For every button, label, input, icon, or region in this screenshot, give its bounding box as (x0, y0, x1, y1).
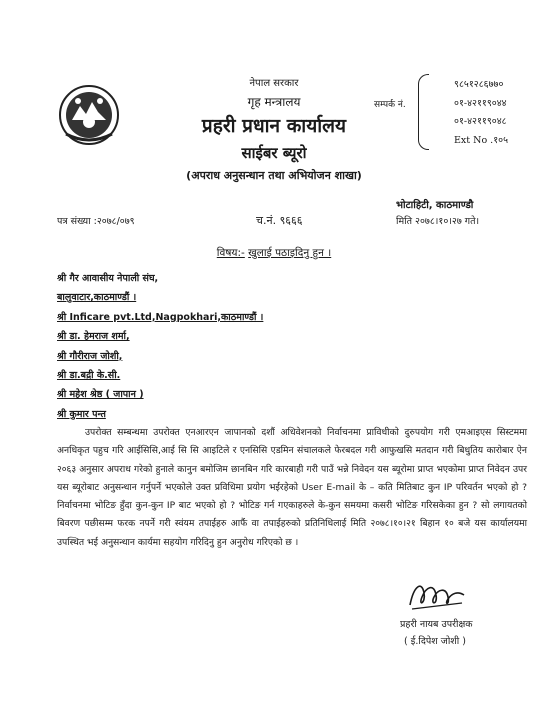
contact-label: सम्पर्क नं. (374, 100, 406, 110)
contact-number: ०१-४२११९०४८ (454, 116, 507, 127)
ministry-name: गृह मन्त्रालय (247, 95, 301, 109)
contact-extension: Ext No .१०५ (454, 134, 509, 146)
contact-number: ०१-४२११९०४४ (454, 97, 507, 109)
letter-number: पत्र संख्या :२०७८/०७९ (57, 216, 135, 227)
recipient-line: श्री गौरीराज जोशी, (57, 350, 123, 362)
letter-body: उपरोक्त सम्बन्धमा उपरोक्त एनआरएन जापानको दशौं अधिवेशनको निर्वाचनमा प्राविधीको दुरुपयोग गरी एमआइएस सिस्टममा अनधिकृत पहुच गरि आईसिसि,आई सि सि आइटिले र एनसिसि एडमिन संचालकले फेरबदल गरी आफुखसि मतदान गरी बिधुतिय कारोबार ऐन २०६३ अनुसार अपराध गरेको हुनाले कानुन बमोजिम छानबिन गरि कारबाही गरी पाउँ भन्ने निवेदन यस ब्यूरोमा प्राप्त भएकोमा प्राप्त निवेदन उपर यस ब्यूरोबाट अनुसन्धान गर्नुपर्ने भएकोले उक्त प्रविधिमा प्रयोग भईरहेको User E-mail के – कति मितिबाट कुन IP परिवर्तन भएको हो ? निर्वाचनमा भोटिङ हुँदा कुन-कुन IP बाट भएको हो ? भोटिङ गर्न गएकाहरुले के-कुन समयमा कसरी भोटिङ गरिसकेका हुन ? सो लगायतको बिवरण पछीसम्म फरक नपर्ने गरी स्वंयम तपाईहरु आफैं वा तपाईहरुको प्रतिनिधिलाई मिति २०७८।१०।२१ बिहान १० बजे यस कार्यालयमा उपस्थित भई अनुसन्धान कार्यमा सहयोग गरिदिनु हुन अनुरोध गरिएको छ । (57, 427, 527, 548)
recipient-list (57, 269, 263, 424)
recipient-line: श्री डा. हेमराज शर्मा, (57, 331, 130, 343)
contact-numbers (454, 76, 508, 150)
letter-date: मिति २०७८।१०।२७ गते। (396, 216, 480, 227)
recipient-line: बालुवाटार,काठमाण्डौं । (57, 292, 137, 304)
recipient-line: श्री कुमार पन्त (57, 408, 106, 420)
dispatch-number: च.नं. ९६६६ (256, 214, 303, 227)
handwritten-signature (404, 575, 468, 615)
office-name: प्रहरी प्रधान कार्यालय (201, 115, 347, 137)
recipient-line: श्री गैर आवासीय नेपाली संघ, (57, 273, 159, 284)
signatory-title: प्रहरी नायब उपरीक्षक (400, 619, 473, 630)
subject-text: खुलाई पठाइदिनु हुन । (248, 247, 332, 259)
branch-name: (अपराध अनुसन्धान तथा अभियोजन शाखा) (186, 169, 362, 182)
recipient-line: श्री Inficare pvt.Ltd,Nagpokhari,काठमाण्डौं । (57, 311, 264, 323)
recipient-line: श्री महेश श्रेष्ठ ( जापान ) (57, 389, 144, 401)
recipient-line: श्री डा.बद्री के.सी. (57, 370, 121, 382)
office-address: भोटाहिटी, काठमाण्डौ (396, 200, 474, 211)
government-name: नेपाल सरकार (249, 78, 299, 89)
contact-number: ९८५१२८६७७० (454, 79, 504, 90)
bureau-name: साईबर ब्यूरो (241, 144, 307, 162)
contact-bracket (418, 74, 429, 150)
subject-line (0, 246, 548, 260)
signatory-name: ( ई.दिपेश जोशी ) (404, 636, 466, 647)
subject-label: विषय:- (216, 247, 245, 259)
